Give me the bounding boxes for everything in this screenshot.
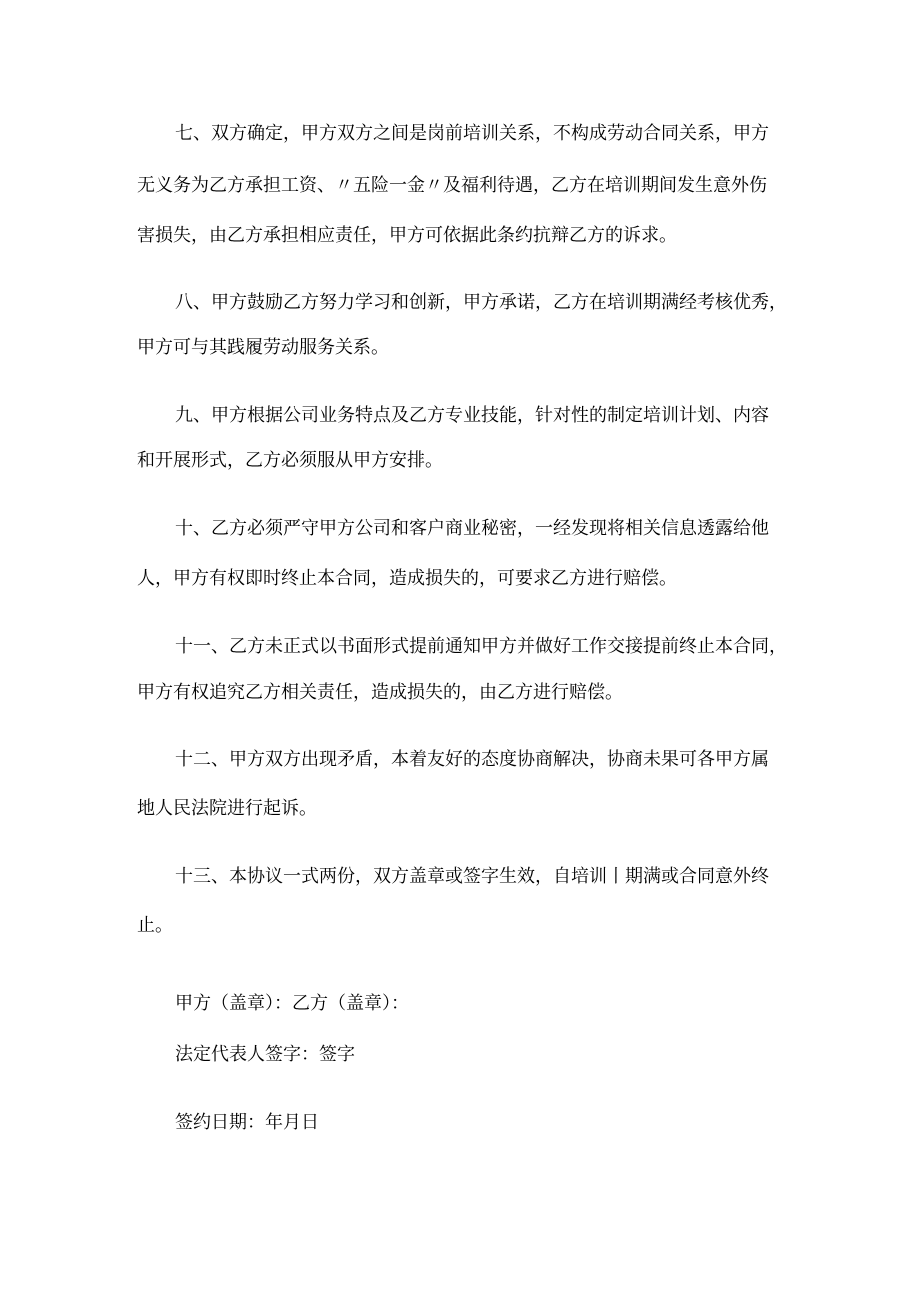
clause-10-line-2: 人，甲方有权即时终止本合同，造成损失的，可要求乙方进行赔偿。 (137, 568, 677, 589)
clause-12-line-1: 十二、甲方双方出现矛盾，本着友好的态度协商解决，协商未果可各甲方属 (175, 749, 769, 770)
clause-13-line-1: 十三、本协议一式两份，双方盖章或签字生效，自培训丨期满或合同意外终 (175, 866, 769, 887)
clause-11-line-1: 十一、乙方未正式以书面形式提前通知甲方并做好工作交接提前终止本合同， (175, 636, 787, 657)
clause-8-line-1: 八、甲方鼓励乙方努力学习和创新，甲方承诺，乙方在培训期满经考核优秀， (175, 292, 787, 313)
clause-7-line-3: 害损失，由乙方承担相应责任，甲方可依据此条约抗辩乙方的诉求。 (137, 225, 677, 246)
signature-representative: 法定代表人签字：签字 (175, 1044, 355, 1065)
clause-13-line-2: 止。 (137, 915, 173, 936)
clause-9-line-2: 和开展形式，乙方必须服从甲方安排。 (137, 450, 443, 471)
clause-9-line-1: 九、甲方根据公司业务特点及乙方专业技能，针对性的制定培训计划、内容 (175, 405, 769, 426)
clause-8-line-2: 甲方可与其践履劳动服务关系。 (137, 337, 389, 358)
signature-parties: 甲方（盖章）：乙方（盖章）： (175, 993, 409, 1014)
clause-7-line-1: 七、双方确定，甲方双方之间是岗前培训关系，不构成劳动合同关系，甲方 (175, 123, 769, 144)
clause-12-line-2: 地人民法院进行起诉。 (137, 798, 317, 819)
clause-11-line-2: 甲方有权追究乙方相关责任，造成损失的，由乙方进行赔偿。 (137, 682, 623, 703)
clause-10-line-1: 十、乙方必须严守甲方公司和客户商业秘密，一经发现将相关信息透露给他 (175, 518, 769, 539)
signature-date: 签约日期：年月日 (175, 1112, 319, 1133)
clause-7-line-2: 无义务为乙方承担工资、〃五险一金〃及福利待遇，乙方在培训期间发生意外伤 (137, 175, 767, 196)
